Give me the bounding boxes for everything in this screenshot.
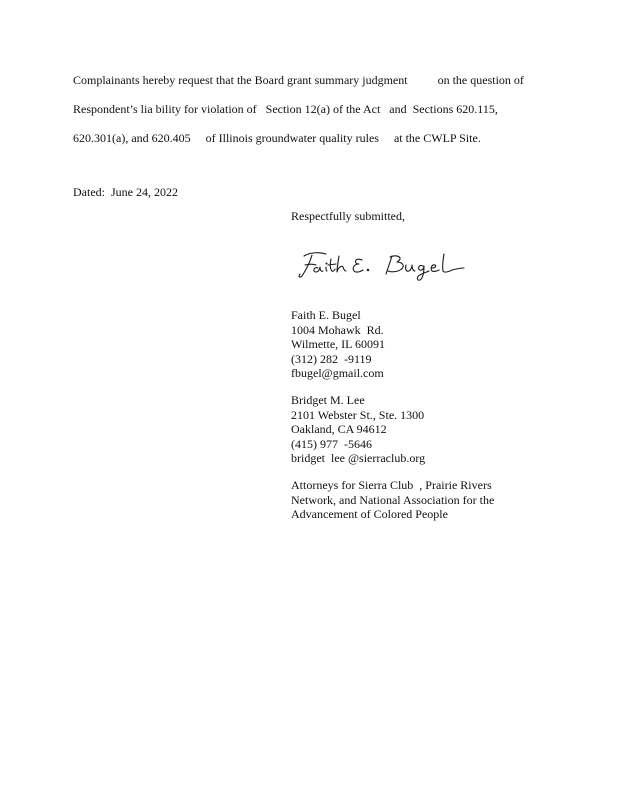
attorney-1-name: Faith E. Bugel	[291, 308, 361, 322]
closing-text: Respectfully submitted,	[291, 209, 405, 223]
handwritten-signature	[296, 246, 476, 282]
attorney-1-email: fbugel@gmail.com	[291, 366, 384, 380]
attorneys-for-line-1: Attorneys for Sierra Club , Prairie Rivers	[291, 478, 492, 492]
attorneys-for-line-2: Network, and National Association for the	[291, 492, 495, 507]
attorney-2-name: Bridget M. Lee	[291, 393, 365, 407]
attorney-1-city: Wilmette, IL 60091	[291, 337, 386, 351]
attorney-1-address: 1004 Mohawk Rd.	[291, 322, 384, 337]
dated-line: Dated: June 24, 2022	[73, 185, 178, 199]
attorney-2-contact	[291, 393, 425, 466]
motion-text-line-1: Complainants hereby request that the Board grant summary judgment on the question of	[73, 73, 524, 87]
attorney-2-email: bridget lee @sierraclub.org	[291, 451, 426, 465]
attorney-2-address: 2101 Webster St., Ste. 1300	[291, 407, 425, 422]
attorney-1-contact	[291, 308, 385, 381]
attorneys-for-block	[291, 478, 494, 522]
motion-text-line-2: Respondent’s lia bility for violation of Section 12(a) of the Act and Sections 620.115,	[73, 102, 498, 116]
motion-text-line-3: 620.301(a), and 620.405 of Illinois groundwater quality rules at the CWLP Site.	[73, 131, 481, 145]
attorney-2-phone: (415) 977 -5646	[291, 436, 372, 451]
attorney-1-phone: (312) 282 -9119	[291, 351, 372, 366]
attorney-2-city: Oakland, CA 94612	[291, 422, 387, 436]
attorneys-for-line-3: Advancement of Colored People	[291, 507, 448, 521]
